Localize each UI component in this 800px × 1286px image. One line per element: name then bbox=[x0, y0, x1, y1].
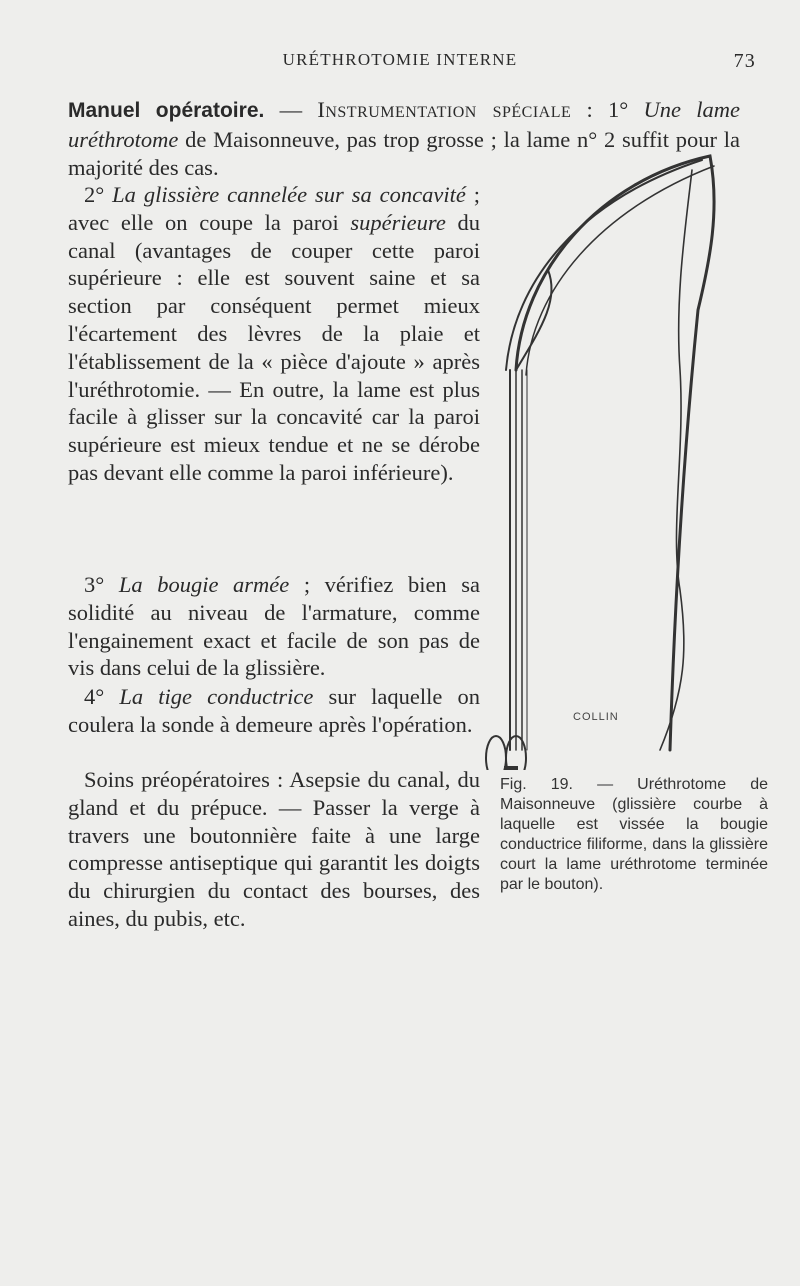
guide-outer-curve bbox=[516, 156, 714, 750]
item3-title: La bougie armée bbox=[118, 572, 290, 597]
page-number: 73 bbox=[733, 50, 756, 72]
item1-text: de Maisonneuve, pas trop grosse ; la lame n° 2 suffit pour la majorité des cas. bbox=[68, 126, 740, 180]
page-header bbox=[0, 50, 800, 78]
running-title: URÉTHROTOMIE INTERNE bbox=[282, 50, 518, 69]
filiform-bougie bbox=[660, 170, 692, 750]
soins-paragraph: Soins préopératoires : Asepsie du canal, du gland et du prépuce. — Passer la verge à travers une boutonnière faite à une large compresse antiseptique qui garantit les doigts du chirurgien du contact des bourses, des aines, du pubis, etc. bbox=[68, 767, 480, 931]
handle-ring-left bbox=[486, 736, 506, 770]
item3-paragraph: 3° La bougie armée ; vérifiez bien sa solidité au niveau de l'armature, comme l'engainement exact et facile de son pas de vis dans celui de la glissière. bbox=[68, 572, 481, 681]
section-heading: Instrumentation spéciale bbox=[317, 97, 572, 122]
handle-base bbox=[504, 766, 518, 770]
figure-caption: Fig. 19. — Uréthrotome de Maisonneuve (glissière courbe à laquelle est vissée la bougie conductrice filiforme, dans la glissière court la lame uréthrotome terminée par le bouton). bbox=[500, 776, 768, 893]
urethrotome-figure bbox=[470, 150, 800, 770]
intro-paragraph: Manuel opératoire. — Instrumentation spéciale : 1° Une lame uréthrotome de Maisonneuve, pas trop grosse ; la lame n° 2 suffit pour la majorité des cas. bbox=[68, 97, 741, 180]
item4-title: La tige conductrice bbox=[119, 684, 314, 709]
item1-title: Une lame uréthrotome bbox=[68, 97, 741, 152]
item4-paragraph: 4° La tige conductrice sur laquelle on coulera la sonde à demeure après l'opération. bbox=[68, 684, 480, 737]
item2-title: La glissière cannelée sur sa concavité bbox=[112, 182, 466, 207]
item2-paragraph: 2° La glissière cannelée sur sa concavité ; avec elle on coupe la paroi supérieure du canal (avantages de couper cette paroi supérieure : elle est souvent saine et sa section par conséquent permet mieux l'écartement des lèvres de la plaie et l'établissement de la « pièce d'ajoute » après l'uréthrotomie. — En outre, la lame est plus facile à glisser sur la concavité car la paroi supérieure est mieux tendue et ne se dérobe pas devant elle comme la paroi inférieure). bbox=[68, 182, 480, 485]
maker-signature: COLLIN bbox=[573, 711, 619, 723]
soins-heading: Soins préopératoires bbox=[84, 767, 270, 792]
section-lead: Manuel opératoire. bbox=[68, 99, 265, 122]
